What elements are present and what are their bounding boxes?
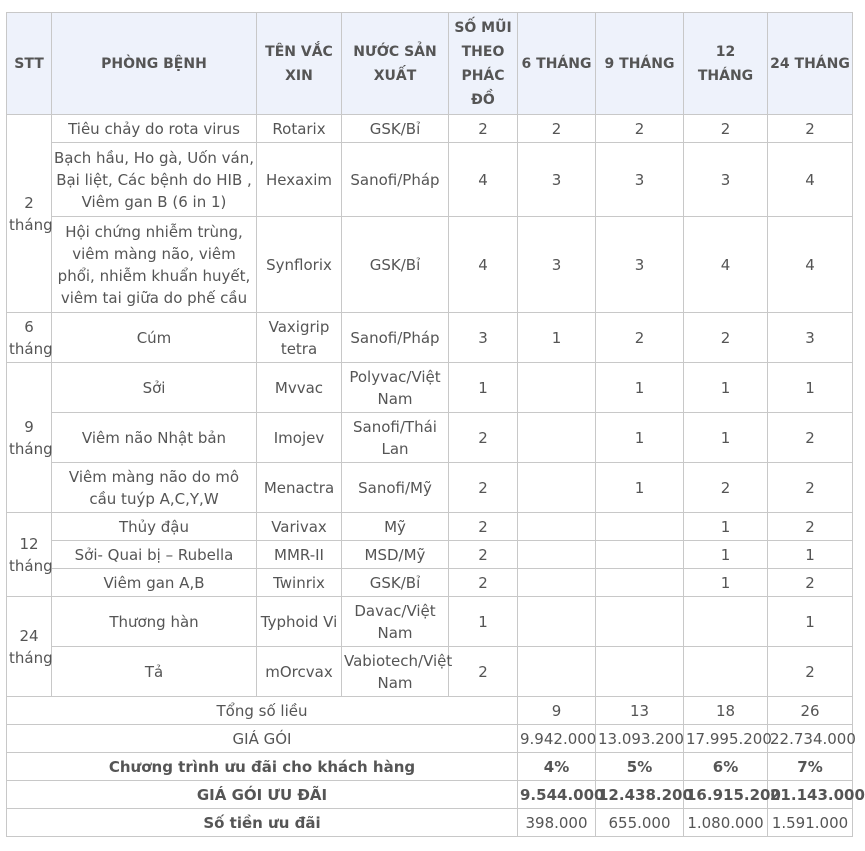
cell-12-months — [684, 647, 768, 697]
disease-cell: Thương hàn — [52, 597, 257, 647]
vaccine-name-cell: Synflorix — [257, 217, 342, 313]
doses-cell: 2 — [449, 115, 518, 143]
country-cell: Sanofi/Mỹ — [342, 463, 449, 513]
cell-6-months — [518, 413, 596, 463]
cell-6-months: 1 — [518, 313, 596, 363]
summary-value-m6: 398.000 — [518, 809, 596, 837]
table-row — [7, 541, 853, 569]
cell-12-months: 3 — [684, 143, 768, 217]
cell-24-months: 2 — [768, 463, 853, 513]
table-row — [7, 115, 853, 143]
cell-12-months: 2 — [684, 115, 768, 143]
summary-value-m6: 4% — [518, 753, 596, 781]
cell-9-months: 1 — [596, 363, 684, 413]
cell-24-months: 2 — [768, 647, 853, 697]
disease-cell: Cúm — [52, 313, 257, 363]
cell-12-months: 1 — [684, 363, 768, 413]
table-row — [7, 217, 853, 313]
cell-9-months — [596, 569, 684, 597]
summary-value-m24: 26 — [768, 697, 853, 725]
cell-9-months: 1 — [596, 413, 684, 463]
cell-6-months — [518, 647, 596, 697]
table-row — [7, 143, 853, 217]
cell-6-months — [518, 569, 596, 597]
cell-9-months: 3 — [596, 143, 684, 217]
cell-12-months: 2 — [684, 313, 768, 363]
country-cell: MSD/Mỹ — [342, 541, 449, 569]
vaccine-name-cell: Mvvac — [257, 363, 342, 413]
doses-cell: 1 — [449, 597, 518, 647]
cell-24-months: 2 — [768, 513, 853, 541]
country-cell: GSK/Bỉ — [342, 115, 449, 143]
promotion-rate-row — [7, 753, 853, 781]
summary-label: GIÁ GÓI — [7, 725, 518, 753]
cell-6-months — [518, 463, 596, 513]
cell-24-months: 2 — [768, 569, 853, 597]
country-cell: Davac/Việt Nam — [342, 597, 449, 647]
vaccine-name-cell: Vaxigrip tetra — [257, 313, 342, 363]
age-group-cell: 2 tháng — [7, 115, 52, 313]
doses-cell: 4 — [449, 217, 518, 313]
summary-value-m12: 6% — [684, 753, 768, 781]
table-header-row — [7, 13, 853, 115]
cell-9-months — [596, 541, 684, 569]
vaccine-name-cell: Twinrix — [257, 569, 342, 597]
cell-9-months — [596, 647, 684, 697]
summary-value-m24: 22.734.000 — [768, 725, 853, 753]
summary-label: Tổng số liều — [7, 697, 518, 725]
cell-6-months — [518, 597, 596, 647]
summary-value-m9: 5% — [596, 753, 684, 781]
doses-cell: 3 — [449, 313, 518, 363]
discount-amount-row — [7, 809, 853, 837]
summary-value-m24: 1.591.000 — [768, 809, 853, 837]
table-row — [7, 363, 853, 413]
total-doses-row — [7, 697, 853, 725]
cell-9-months: 1 — [596, 463, 684, 513]
cell-6-months — [518, 363, 596, 413]
age-group-cell: 12 tháng — [7, 513, 52, 597]
country-cell: Polyvac/Việt Nam — [342, 363, 449, 413]
age-group-cell: 24 tháng — [7, 597, 52, 697]
cell-24-months: 3 — [768, 313, 853, 363]
vaccine-name-cell: Typhoid Vi — [257, 597, 342, 647]
header-12-months: 12 THÁNG — [684, 13, 768, 115]
cell-6-months — [518, 513, 596, 541]
vaccine-name-cell: Imojev — [257, 413, 342, 463]
summary-value-m9: 13 — [596, 697, 684, 725]
disease-cell: Viêm não Nhật bản — [52, 413, 257, 463]
summary-value-m12: 1.080.000 — [684, 809, 768, 837]
disease-cell: Sởi- Quai bị – Rubella — [52, 541, 257, 569]
cell-12-months: 1 — [684, 513, 768, 541]
table-row — [7, 313, 853, 363]
cell-12-months: 1 — [684, 541, 768, 569]
cell-12-months: 4 — [684, 217, 768, 313]
header-doses: SỐ MŨI THEO PHÁC ĐỒ — [449, 13, 518, 115]
disease-cell: Viêm màng não do mô cầu tuýp A,C,Y,W — [52, 463, 257, 513]
cell-24-months: 1 — [768, 597, 853, 647]
header-24-months: 24 THÁNG — [768, 13, 853, 115]
vaccine-name-cell: Varivax — [257, 513, 342, 541]
cell-6-months: 2 — [518, 115, 596, 143]
disease-cell: Tả — [52, 647, 257, 697]
table-row — [7, 597, 853, 647]
header-6-months: 6 THÁNG — [518, 13, 596, 115]
header-9-months: 9 THÁNG — [596, 13, 684, 115]
header-country: NƯỚC SẢN XUẤT — [342, 13, 449, 115]
summary-label: Chương trình ưu đãi cho khách hàng — [7, 753, 518, 781]
cell-9-months: 2 — [596, 313, 684, 363]
vaccine-name-cell: Menactra — [257, 463, 342, 513]
doses-cell: 2 — [449, 463, 518, 513]
country-cell: GSK/Bỉ — [342, 569, 449, 597]
cell-9-months: 2 — [596, 115, 684, 143]
summary-value-m12: 18 — [684, 697, 768, 725]
doses-cell: 4 — [449, 143, 518, 217]
summary-value-m6: 9.544.000 — [518, 781, 596, 809]
table-row — [7, 513, 853, 541]
doses-cell: 2 — [449, 413, 518, 463]
disease-cell: Tiêu chảy do rota virus — [52, 115, 257, 143]
cell-9-months: 3 — [596, 217, 684, 313]
country-cell: Vabiotech/Việt Nam — [342, 647, 449, 697]
summary-value-m6: 9.942.000 — [518, 725, 596, 753]
age-group-cell: 6 tháng — [7, 313, 52, 363]
vaccine-name-cell: Hexaxim — [257, 143, 342, 217]
cell-24-months: 1 — [768, 363, 853, 413]
cell-12-months: 2 — [684, 463, 768, 513]
vaccine-package-table-wrapper — [6, 12, 865, 837]
table-row — [7, 647, 853, 697]
cell-12-months: 1 — [684, 569, 768, 597]
vaccine-package-table — [6, 12, 865, 837]
country-cell: Sanofi/Thái Lan — [342, 413, 449, 463]
header-disease: PHÒNG BỆNH — [52, 13, 257, 115]
cell-12-months — [684, 597, 768, 647]
cell-6-months: 3 — [518, 217, 596, 313]
disease-cell: Thủy đậu — [52, 513, 257, 541]
package-price-row — [7, 725, 853, 753]
country-cell: Sanofi/Pháp — [342, 313, 449, 363]
summary-value-m9: 13.093.200 — [596, 725, 684, 753]
cell-12-months: 1 — [684, 413, 768, 463]
cell-24-months: 4 — [768, 217, 853, 313]
vaccine-name-cell: Rotarix — [257, 115, 342, 143]
summary-value-m9: 655.000 — [596, 809, 684, 837]
cell-24-months: 4 — [768, 143, 853, 217]
summary-value-m24: 21.143.000 — [768, 781, 853, 809]
cell-9-months — [596, 513, 684, 541]
doses-cell: 1 — [449, 363, 518, 413]
header-vaccine-name: TÊN VẮC XIN — [257, 13, 342, 115]
summary-value-m6: 9 — [518, 697, 596, 725]
age-group-cell: 9 tháng — [7, 363, 52, 513]
summary-value-m12: 17.995.200 — [684, 725, 768, 753]
disease-cell: Hội chứng nhiễm trùng, viêm màng não, viêm phổi, nhiễm khuẩn huyết, viêm tai giữa do phế cầu — [52, 217, 257, 313]
doses-cell: 2 — [449, 513, 518, 541]
cell-6-months — [518, 541, 596, 569]
disease-cell: Bạch hầu, Ho gà, Uốn ván, Bại liệt, Các bệnh do HIB , Viêm gan B (6 in 1) — [52, 143, 257, 217]
disease-cell: Sởi — [52, 363, 257, 413]
cell-24-months: 2 — [768, 115, 853, 143]
table-body — [7, 115, 865, 837]
table-row — [7, 569, 853, 597]
doses-cell: 2 — [449, 647, 518, 697]
doses-cell: 2 — [449, 541, 518, 569]
discounted-price-row — [7, 781, 853, 809]
doses-cell: 2 — [449, 569, 518, 597]
country-cell: Sanofi/Pháp — [342, 143, 449, 217]
country-cell: Mỹ — [342, 513, 449, 541]
country-cell: GSK/Bỉ — [342, 217, 449, 313]
table-row — [7, 413, 853, 463]
summary-value-m9: 12.438.200 — [596, 781, 684, 809]
vaccine-name-cell: MMR-II — [257, 541, 342, 569]
cell-24-months: 2 — [768, 413, 853, 463]
summary-value-m24: 7% — [768, 753, 853, 781]
summary-label: Số tiền ưu đãi — [7, 809, 518, 837]
summary-label: GIÁ GÓI ƯU ĐÃI — [7, 781, 518, 809]
table-row — [7, 463, 853, 513]
summary-value-m12: 16.915.200 — [684, 781, 768, 809]
header-stt: STT — [7, 13, 52, 115]
cell-6-months: 3 — [518, 143, 596, 217]
disease-cell: Viêm gan A,B — [52, 569, 257, 597]
cell-9-months — [596, 597, 684, 647]
cell-24-months: 1 — [768, 541, 853, 569]
vaccine-name-cell: mOrcvax — [257, 647, 342, 697]
